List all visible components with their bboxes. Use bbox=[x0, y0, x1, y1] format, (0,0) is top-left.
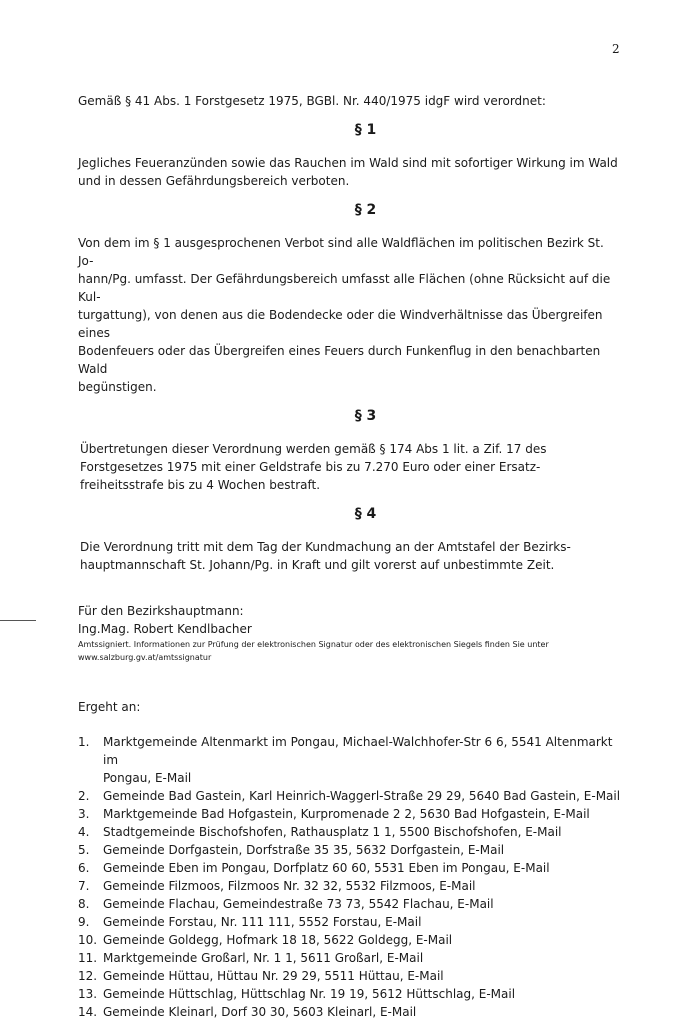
paragraph-3-text bbox=[78, 440, 623, 494]
signature-for: Für den Bezirkshauptmann: bbox=[78, 604, 244, 618]
paragraph-4-heading: § 4 bbox=[354, 506, 377, 522]
list-item-text: Stadtgemeinde Bischofshofen, Rathausplatz 1 1, 5500 Bischofshofen, E-Mail bbox=[103, 825, 562, 839]
margin-mark bbox=[0, 620, 36, 621]
list-item-number: 8. bbox=[78, 897, 90, 911]
list-item-number: 1. bbox=[78, 735, 90, 749]
list-item-text bbox=[103, 733, 623, 787]
paragraph-4-text bbox=[78, 538, 623, 574]
text-line: Marktgemeinde Altenmarkt im Pongau, Michael-Walchhofer-Str 6 6, 5541 Altenmarkt im bbox=[103, 735, 613, 767]
paragraph-1 bbox=[78, 121, 623, 190]
list-item-number: 11. bbox=[78, 951, 98, 965]
signature-url: www.salzburg.gv.at/amtssignatur bbox=[78, 653, 212, 662]
list-item bbox=[78, 967, 623, 985]
list-item bbox=[78, 841, 623, 859]
list-item bbox=[78, 733, 623, 787]
text-line: freiheitsstrafe bis zu 4 Wochen bestraft. bbox=[80, 478, 321, 492]
recipient-list bbox=[78, 733, 623, 1021]
paragraph-2-heading: § 2 bbox=[354, 202, 377, 218]
text-line: Jegliches Feueranzünden sowie das Rauchen im Wald sind mit sofortiger Wirkung im Wald bbox=[78, 156, 618, 170]
text-line: und in dessen Gefährdungsbereich verboten. bbox=[78, 174, 350, 188]
paragraph-2 bbox=[78, 201, 623, 396]
list-item-number: 7. bbox=[78, 879, 90, 893]
list-item-text: Gemeinde Hüttau, Hüttau Nr. 29 29, 5511 Hüttau, E-Mail bbox=[103, 969, 444, 983]
list-item-text: Gemeinde Kleinarl, Dorf 30 30, 5603 Kleinarl, E-Mail bbox=[103, 1005, 417, 1019]
ergeht-label: Ergeht an: bbox=[78, 700, 141, 714]
list-item-text: Gemeinde Dorfgastein, Dorfstraße 35 35, 5632 Dorfgastein, E-Mail bbox=[103, 843, 505, 857]
list-item-text: Marktgemeinde Großarl, Nr. 1 1, 5611 Großarl, E-Mail bbox=[103, 951, 424, 965]
list-item bbox=[78, 823, 623, 841]
intro-text: Gemäß § 41 Abs. 1 Forstgesetz 1975, BGBl. Nr. 440/1975 idgF wird verordnet: bbox=[78, 94, 546, 108]
list-item bbox=[78, 949, 623, 967]
paragraph-3-heading: § 3 bbox=[354, 408, 377, 424]
list-item-number: 9. bbox=[78, 915, 90, 929]
list-item-text: Marktgemeinde Bad Hofgastein, Kurpromenade 2 2, 5630 Bad Hofgastein, E-Mail bbox=[103, 807, 590, 821]
paragraph-3 bbox=[78, 407, 623, 494]
list-item-text: Gemeinde Hüttschlag, Hüttschlag Nr. 19 19, 5612 Hüttschlag, E-Mail bbox=[103, 987, 516, 1001]
page-number: 2 bbox=[612, 42, 620, 56]
list-item-number: 6. bbox=[78, 861, 90, 875]
list-item-text: Gemeinde Filzmoos, Filzmoos Nr. 32 32, 5532 Filzmoos, E-Mail bbox=[103, 879, 476, 893]
text-line: Übertretungen dieser Verordnung werden gemäß § 174 Abs 1 lit. a Zif. 17 des bbox=[80, 442, 547, 456]
list-item-number: 13. bbox=[78, 987, 98, 1001]
list-item bbox=[78, 859, 623, 877]
list-item-text: Gemeinde Bad Gastein, Karl Heinrich-Waggerl-Straße 29 29, 5640 Bad Gastein, E-Mail bbox=[103, 789, 621, 803]
list-item-number: 12. bbox=[78, 969, 98, 983]
list-item bbox=[78, 985, 623, 1003]
document-body bbox=[78, 92, 623, 1021]
list-item-number: 4. bbox=[78, 825, 90, 839]
list-item-text: Gemeinde Forstau, Nr. 111 111, 5552 Forstau, E-Mail bbox=[103, 915, 422, 929]
list-item-number: 3. bbox=[78, 807, 90, 821]
list-item bbox=[78, 931, 623, 949]
signature-block bbox=[78, 602, 623, 664]
text-line: Bodenfeuers oder das Übergreifen eines Feuers durch Funkenflug in den benachbarten Wald bbox=[78, 344, 601, 376]
list-item-number: 10. bbox=[78, 933, 98, 947]
list-item-number: 2. bbox=[78, 789, 90, 803]
text-line: Von dem im § 1 ausgesprochenen Verbot sind alle Waldflächen im politischen Bezirk St. Jo- bbox=[78, 236, 604, 268]
text-line: hauptmannschaft St. Johann/Pg. in Kraft und gilt vorerst auf unbestimmte Zeit. bbox=[80, 558, 555, 572]
list-item bbox=[78, 787, 623, 805]
text-line: Die Verordnung tritt mit dem Tag der Kundmachung an der Amtstafel der Bezirks- bbox=[80, 540, 571, 554]
list-item-text: Gemeinde Goldegg, Hofmark 18 18, 5622 Goldegg, E-Mail bbox=[103, 933, 453, 947]
list-item bbox=[78, 877, 623, 895]
list-item bbox=[78, 913, 623, 931]
paragraph-1-heading: § 1 bbox=[354, 122, 377, 138]
list-item-text: Gemeinde Flachau, Gemeindestraße 73 73, 5542 Flachau, E-Mail bbox=[103, 897, 494, 911]
text-line: hann/Pg. umfasst. Der Gefährdungsbereich umfasst alle Flächen (ohne Rücksicht auf die Kul- bbox=[78, 272, 611, 304]
paragraph-1-text bbox=[78, 154, 623, 190]
list-item-text: Gemeinde Eben im Pongau, Dorfplatz 60 60, 5531 Eben im Pongau, E-Mail bbox=[103, 861, 550, 875]
list-item-number: 5. bbox=[78, 843, 90, 857]
list-item bbox=[78, 805, 623, 823]
signature-name: Ing.Mag. Robert Kendlbacher bbox=[78, 622, 252, 636]
list-item-number: 14. bbox=[78, 1005, 98, 1019]
paragraph-2-text bbox=[78, 234, 623, 396]
list-item bbox=[78, 1003, 623, 1021]
paragraph-4 bbox=[78, 505, 623, 574]
list-item bbox=[78, 895, 623, 913]
text-line: turgattung), von denen aus die Bodendecke oder die Windverhältnisse das Übergreifen eines bbox=[78, 308, 603, 340]
text-line: Pongau, E-Mail bbox=[103, 771, 192, 785]
text-line: begünstigen. bbox=[78, 380, 157, 394]
signature-note: Amtssigniert. Informationen zur Prüfung der elektronischen Signatur oder des elektronischen Siegels finden Sie unter bbox=[78, 640, 549, 649]
text-line: Forstgesetzes 1975 mit einer Geldstrafe bis zu 7.270 Euro oder einer Ersatz- bbox=[80, 460, 541, 474]
